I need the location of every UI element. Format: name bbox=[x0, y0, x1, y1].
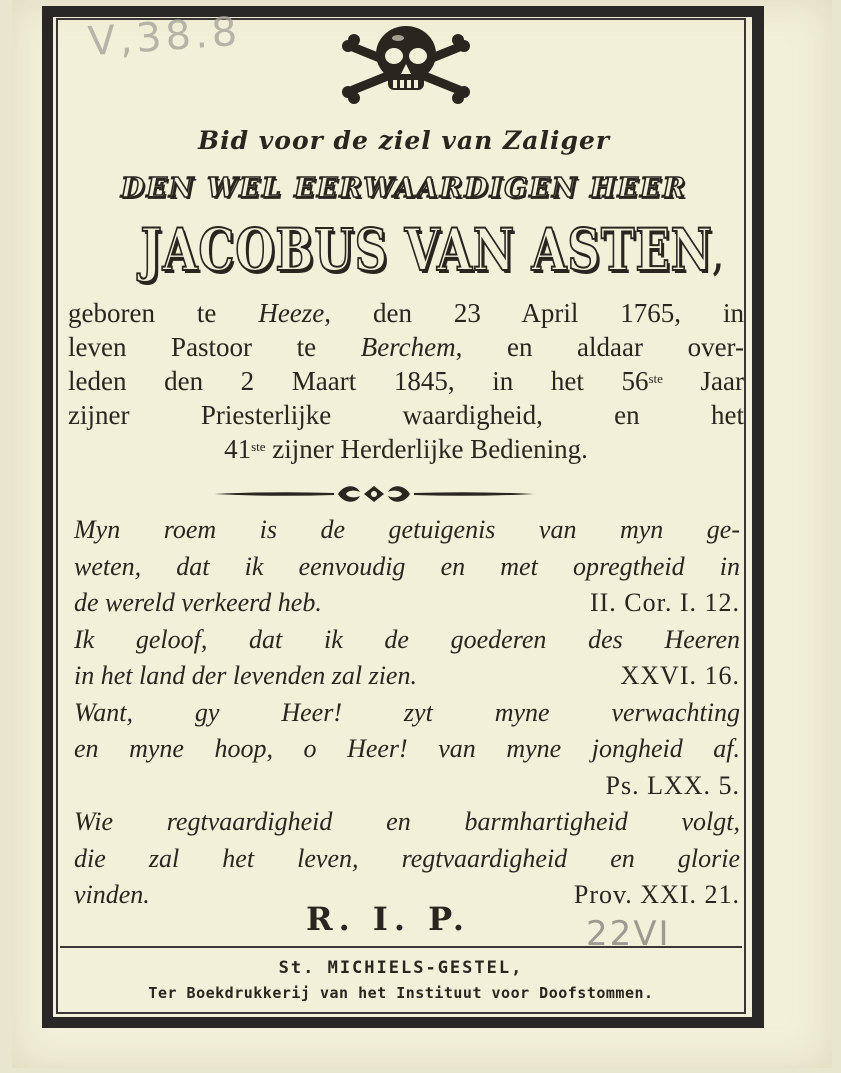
parish-place: Berchem bbox=[360, 332, 456, 362]
bio-text: leden den 2 Maart 1845, in het 56 bbox=[68, 366, 649, 396]
bio-text: leven Pastoor te bbox=[68, 332, 361, 362]
ordinal-suffix: ste bbox=[648, 371, 663, 386]
verse-line: weten, dat ik eenvoudig en met opregtheid in bbox=[74, 551, 740, 581]
ornament-divider bbox=[214, 482, 534, 506]
verse-reference: II. Cor. I. 12. bbox=[589, 588, 740, 617]
bio-line bbox=[68, 364, 744, 398]
verse-text: vinden. bbox=[74, 880, 150, 909]
bio-text: zijner Herderlijke Bediening. bbox=[265, 434, 588, 464]
bio-text: geboren te bbox=[68, 298, 259, 328]
biography bbox=[68, 296, 744, 466]
bio-line bbox=[68, 330, 744, 364]
verse-line: Myn roem is de getuigenis van myn ge- bbox=[74, 515, 740, 544]
verse-text: in het land der levenden zal zien. bbox=[74, 661, 417, 690]
imprint-location: St. MICHIELS-GESTEL, bbox=[278, 958, 524, 978]
verse-line bbox=[74, 658, 740, 695]
rip-closing: R. I. P. bbox=[306, 900, 471, 938]
verse-line: die zal het leven, regtvaardigheid en glorie bbox=[74, 843, 740, 873]
verse-line: Ik geloof, dat ik de goederen des Heeren bbox=[74, 624, 740, 654]
bio-line bbox=[68, 296, 744, 330]
pencil-number-note: 22VI bbox=[586, 914, 671, 954]
scripture-verses bbox=[74, 512, 740, 914]
verse-reference: XXVI. 16. bbox=[620, 661, 740, 690]
verse-line: en myne hoop, o Heer! van myne jongheid af. bbox=[74, 734, 740, 763]
bio-text: Jaar bbox=[662, 366, 744, 396]
bio-text: , den 23 April 1765, in bbox=[324, 298, 744, 328]
verse-line: Wie regtvaardigheid en barmhartigheid volgt, bbox=[74, 807, 740, 836]
prayer-heading: Bid voor de ziel van Zaliger bbox=[197, 126, 611, 155]
bio-text: 41 bbox=[224, 434, 252, 464]
verse-reference: Prov. XXI. 21. bbox=[573, 880, 740, 909]
bio-text: , en aldaar over- bbox=[455, 332, 744, 362]
verse-line: Want, gy Heer! zyt myne verwachting bbox=[74, 697, 740, 727]
verse-line bbox=[74, 585, 740, 622]
birthplace: Heeze bbox=[258, 298, 325, 328]
verse-line bbox=[74, 768, 740, 805]
skull-crossbones-icon bbox=[336, 20, 476, 115]
ordinal-suffix: ste bbox=[251, 439, 266, 454]
deceased-name bbox=[140, 216, 725, 284]
name-text: JACOBUS VAN ASTEN bbox=[140, 216, 713, 284]
imprint-divider bbox=[60, 946, 742, 948]
bio-line: zijner Priesterlijke waardigheid, en het bbox=[68, 400, 744, 430]
name-comma: , bbox=[712, 233, 725, 280]
verse-text: de wereld verkeerd heb. bbox=[74, 588, 322, 617]
verse-reference: Ps. LXX. 5. bbox=[605, 770, 740, 800]
imprint-printer: Ter Boekdrukkerij van het Instituut voor Doofstommen. bbox=[148, 984, 654, 1002]
honorific-title: DEN WEL EERWAARDIGEN HEER bbox=[120, 173, 688, 204]
pencil-reference-note: V,38.8 bbox=[86, 8, 243, 66]
bio-line bbox=[68, 432, 744, 466]
